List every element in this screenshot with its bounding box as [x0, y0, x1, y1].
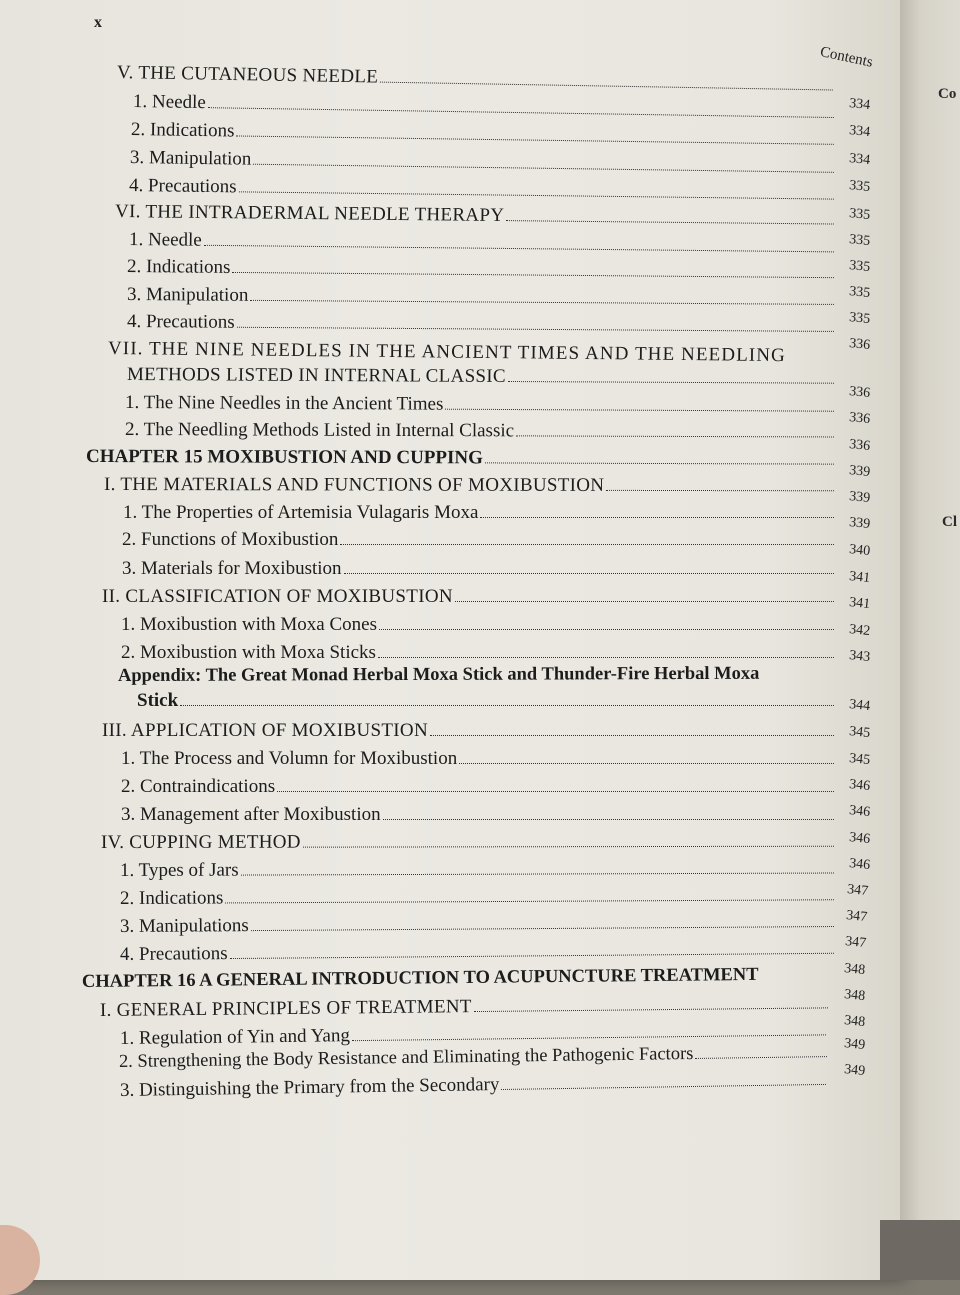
toc-entry-page: 346	[848, 803, 871, 821]
dot-leader	[237, 327, 834, 332]
dot-leader	[474, 1007, 828, 1012]
toc-entry-page: 346	[848, 777, 871, 795]
toc-entry	[104, 474, 838, 497]
dot-leader	[508, 381, 834, 384]
toc-entry-title: 1. Moxibustion with Moxa Cones	[121, 614, 377, 635]
toc-entry	[120, 857, 838, 882]
toc-entry-title: IV. CUPPING METHOD	[100, 831, 301, 853]
toc-entry-page: 336	[848, 384, 871, 402]
toc-entry-title: 4. Precautions	[126, 311, 235, 333]
dot-leader	[506, 220, 834, 224]
toc-entry-title: 1. Types of Jars	[119, 859, 239, 881]
toc-entry-title: Stick	[137, 690, 179, 711]
dot-leader	[250, 300, 834, 305]
toc-entry-page: 345	[848, 724, 871, 742]
toc-entry	[127, 284, 838, 311]
toc-entry-page: 340	[848, 542, 871, 560]
toc-entry-title: 2. Strengthening the Body Resistance and Eliminating the Pathogenic Factors	[118, 1043, 694, 1072]
toc-entry	[127, 256, 838, 284]
toc-entry-page: 339	[848, 515, 871, 533]
toc-entry	[122, 558, 838, 580]
toc-entry	[125, 392, 838, 418]
toc-entry-title: 3. Manipulation	[126, 284, 249, 306]
dot-leader	[379, 629, 834, 630]
dot-leader	[236, 135, 834, 144]
toc-entry-page: 347	[844, 934, 867, 952]
adjacent-page-text: Cl	[942, 514, 957, 530]
toc-entry-title: 2. The Needling Methods Listed in Internal Classic	[124, 419, 515, 442]
toc-entry-title: 4. Precautions	[128, 175, 237, 198]
toc-entry-page: 341	[848, 569, 871, 587]
toc-entry-page: 335	[848, 284, 871, 302]
toc-entry	[100, 992, 832, 1022]
toc-entry	[120, 884, 838, 910]
toc-entry-page: 342	[848, 622, 871, 640]
toc-entry-page: 334	[848, 96, 871, 114]
toc-entry-page: 335	[848, 258, 871, 276]
toc-entry-page: 347	[846, 882, 869, 900]
toc-entry	[137, 690, 838, 712]
toc-entry-page: 346	[848, 856, 871, 874]
toc-entry-page: 346	[848, 830, 871, 848]
toc-entry	[117, 62, 837, 97]
toc-entry-title: 3. Materials for Moxibustion	[122, 558, 342, 579]
toc-entry-title: VI. THE INTRADERMAL NEEDLE THERAPY	[114, 201, 505, 227]
toc-entry	[122, 529, 838, 551]
toc-entry	[121, 748, 838, 770]
toc-entry-page: 339	[848, 463, 871, 481]
toc-entry-page: 345	[848, 751, 871, 769]
toc-entry-title: 2. Indications	[130, 119, 235, 142]
toc-entry-title: V. THE CUTANEOUS NEEDLE	[116, 62, 379, 88]
toc-entry-title: II. CLASSIFICATION OF MOXIBUSTION	[102, 586, 453, 607]
dot-leader	[445, 409, 834, 412]
toc-entry	[115, 201, 838, 231]
toc-entry-page: 348	[843, 961, 866, 979]
toc-entry-title: 1. The Nine Needles in the Ancient Times	[124, 392, 444, 415]
toc-entry-title: 2. Contraindications	[121, 776, 276, 797]
toc-entry-page: 335	[848, 232, 871, 250]
toc-entry-page: 334	[848, 123, 871, 141]
toc-entry-title: 1. The Process and Volumn for Moxibustion	[121, 748, 458, 769]
toc-entry-page: 344	[848, 697, 871, 715]
dot-leader	[277, 791, 834, 792]
toc-entry-title: I. GENERAL PRINCIPLES OF TREATMENT	[99, 996, 472, 1021]
toc-chapter-title: CHAPTER 16 A GENERAL INTRODUCTION TO ACUPUNCTURE TREATMENT	[81, 964, 759, 992]
toc-entry-page: 339	[848, 489, 871, 507]
toc-entry-page: 349	[843, 1036, 866, 1054]
dot-leader	[344, 573, 834, 574]
toc-entry-title: 3. Management after Moxibustion	[121, 804, 381, 825]
toc-entry-page: 335	[848, 206, 871, 224]
toc-entry	[129, 229, 838, 258]
toc-entry	[121, 614, 838, 636]
dot-leader	[251, 926, 834, 931]
toc-entry-title: 4. Precautions	[119, 943, 228, 965]
toc-entry-title: 1. Needle	[128, 229, 202, 251]
toc-entry-title: 2. Indications	[119, 887, 224, 909]
dot-leader	[208, 107, 834, 118]
dot-leader	[695, 1056, 827, 1059]
toc-entry-title: VII. THE NINE NEEDLES IN THE ANCIENT TIMES AND THE NEEDLING	[107, 338, 787, 367]
toc-entry-title: 1. Needle	[132, 91, 206, 114]
adjacent-page-edge	[900, 0, 960, 1280]
toc-entry-page: 336	[848, 410, 871, 428]
dot-leader	[303, 846, 834, 848]
dot-leader	[516, 435, 834, 437]
running-head: Contents	[818, 44, 875, 71]
toc-entry	[121, 804, 838, 826]
toc-entry	[129, 175, 838, 206]
toc-entry-title: 3. Manipulation	[129, 147, 252, 170]
page-folio: x	[94, 14, 102, 31]
toc-chapter-entry	[86, 446, 838, 471]
toc-entry	[130, 147, 838, 179]
dot-leader	[501, 1084, 826, 1090]
toc-entry-page: 336	[848, 437, 871, 455]
toc-entry-title: 1. Regulation of Yin and Yang	[119, 1025, 351, 1049]
toc-entry-title: I. THE MATERIALS AND FUNCTIONS OF MOXIBUSTION	[103, 474, 605, 496]
dot-leader	[239, 191, 834, 199]
toc-entry	[123, 502, 838, 524]
toc-entry	[102, 586, 838, 608]
toc-entry-page: 343	[848, 648, 871, 666]
dot-leader	[380, 82, 833, 91]
toc-entry-title: CHAPTER 15 MOXIBUSTION AND CUPPING	[85, 446, 483, 469]
toc-entry-page: 348	[843, 987, 866, 1005]
dot-leader	[230, 953, 834, 959]
toc-entry	[133, 91, 838, 124]
dot-leader	[378, 657, 834, 658]
dot-leader	[204, 245, 834, 253]
toc-entry-page: 349	[843, 1062, 866, 1080]
toc-entry-title: 3. Distinguishing the Primary from the Secondary	[119, 1074, 500, 1101]
toc-entry	[121, 642, 838, 664]
toc-entry-page: 347	[845, 908, 868, 926]
dot-leader	[253, 164, 834, 173]
dot-leader	[180, 705, 834, 706]
dot-leader	[430, 735, 834, 736]
toc-entry	[127, 364, 838, 390]
toc-entry	[102, 720, 838, 742]
toc-entry	[120, 1069, 830, 1102]
dot-leader	[480, 517, 834, 518]
dot-leader	[606, 490, 834, 491]
toc-entry	[101, 831, 838, 854]
toc-entry-title: METHODS LISTED IN INTERNAL CLASSIC	[126, 364, 506, 387]
toc-entry	[125, 419, 838, 443]
toc-entry	[121, 776, 838, 798]
toc-entry-page: 348	[843, 1013, 866, 1031]
toc-entry-page: 341	[848, 595, 871, 613]
toc-entry-title: 2. Indications	[126, 256, 231, 278]
toc-entry	[131, 119, 838, 151]
dot-leader	[352, 1034, 826, 1041]
toc-entry-title: 2. Functions of Moxibustion	[122, 529, 339, 550]
toc-entry	[120, 911, 838, 938]
dot-leader	[340, 544, 834, 545]
toc-entry-title: 1. The Properties of Artemisia Vulagaris Moxa	[123, 502, 479, 523]
toc-entry-title: III. APPLICATION OF MOXIBUSTION	[102, 720, 428, 741]
dot-leader	[225, 899, 834, 903]
toc-entry-title: 3. Manipulations	[119, 915, 249, 937]
toc-entry-title: 2. Moxibustion with Moxa Sticks	[121, 642, 376, 663]
background-surface	[880, 1220, 960, 1280]
toc-entry-page: 334	[848, 151, 871, 169]
dot-leader	[455, 601, 834, 602]
dot-leader	[459, 763, 834, 764]
toc-entry-page: 336	[848, 336, 871, 354]
dot-leader	[241, 873, 834, 876]
toc-appendix-title: Appendix: The Great Monad Herbal Moxa Stick and Thunder-Fire Herbal Moxa	[117, 663, 760, 686]
adjacent-page-text: Co	[938, 86, 957, 102]
dot-leader	[383, 819, 834, 820]
toc-entry	[120, 938, 838, 966]
toc-entry	[127, 311, 838, 338]
toc-entry-page: 335	[848, 178, 871, 196]
toc-entry-page: 335	[848, 310, 871, 328]
dot-leader	[232, 272, 834, 278]
dot-leader	[485, 462, 834, 464]
